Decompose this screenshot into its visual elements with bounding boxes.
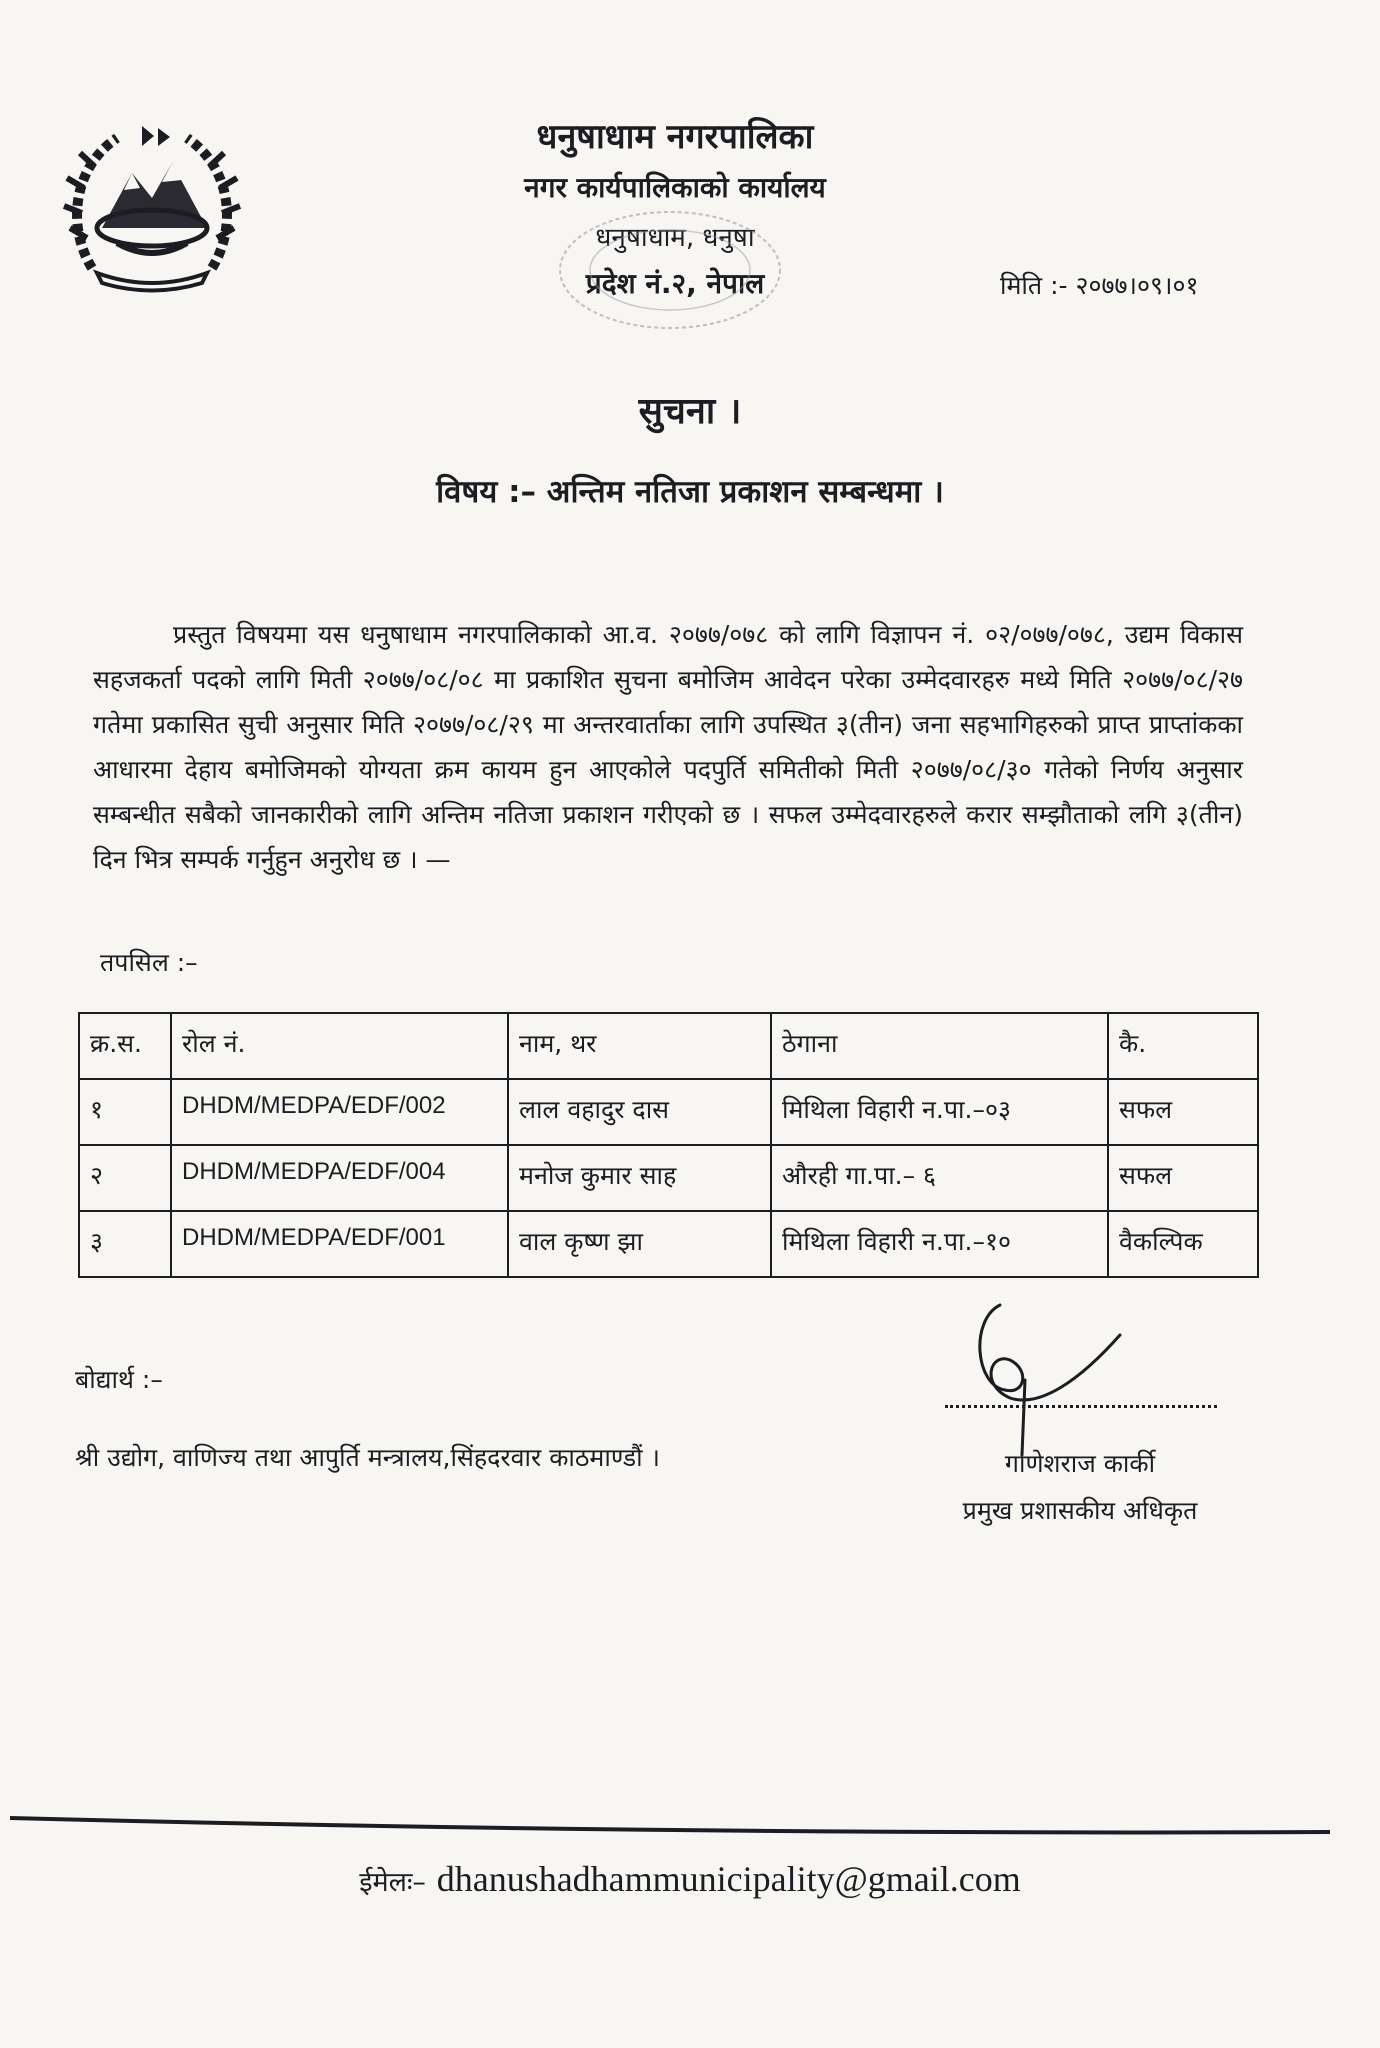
footer-email bbox=[0, 1858, 1380, 1900]
email-address: dhanushadhammunicipality@gmail.com bbox=[436, 1859, 1021, 1899]
cell-roll-no: DHDM/MEDPA/EDF/004 bbox=[171, 1145, 508, 1211]
cell-sn: ३ bbox=[79, 1211, 171, 1277]
notice-body: प्रस्तुत विषयमा यस धनुषाधाम नगरपालिकाको आ.व. २०७७/०७८ को लागि विज्ञापन नं. ०२/०७७/०७८, उद्यम विकास सहजकर्ता पदको लागि मिती २०७७/०८/०८ मा प्रकाशित सुचना बमोजिम आवेदन परेका उम्मेदवारहरु मध्ये मिति २०७७/०८/२७ गतेमा प्रकासित सुची अनुसार मिति २०७७/०८/२९ मा अन्तरवार्ताका लागि उपस्थित ३(तीन) जना सहभागिहरुको प्राप्त प्राप्तांकका आधारमा देहाय बमोजिमको योग्यता क्रम कायम हुन आएकोले पदपुर्ति समितीको मिती २०७७/०८/३० गतेको निर्णय अनुसार सम्बन्धीत सबैको जानकारीको लागि अन्तिम नतिजा प्रकाशन गरीएको छ । सफल उम्मेदवारहरुले करार सम्झौताको लगि ३(तीन) दिन भित्र सम्पर्क गर्नुहुन अनुरोध छ । — bbox=[93, 620, 1243, 874]
email-label: ईमेलः– bbox=[359, 1867, 426, 1898]
cell-name: वाल कृष्ण झा bbox=[508, 1211, 771, 1277]
office-province: प्रदेश नं.२, नेपाल bbox=[585, 267, 765, 300]
handwritten-signature bbox=[930, 1290, 1170, 1460]
results-table bbox=[78, 1012, 1259, 1278]
header-remarks: कै. bbox=[1108, 1013, 1258, 1079]
signature-line bbox=[945, 1405, 1217, 1408]
header-name: नाम, थर bbox=[508, 1013, 771, 1079]
cc-label: बोद्यार्थ :– bbox=[75, 1365, 163, 1394]
cell-sn: २ bbox=[79, 1145, 171, 1211]
footer-divider bbox=[10, 1810, 1330, 1840]
cell-remarks: वैकल्पिक bbox=[1108, 1211, 1258, 1277]
cell-address: औरही गा.पा.– ६ bbox=[771, 1145, 1108, 1211]
header-sn: क्र.स. bbox=[79, 1013, 171, 1079]
signatory-title: प्रमुख प्रशासकीय अधिकृत bbox=[962, 1496, 1198, 1525]
table-row bbox=[79, 1079, 1258, 1145]
office-seal-stamp bbox=[540, 200, 800, 340]
cell-remarks: सफल bbox=[1108, 1079, 1258, 1145]
table-header-row bbox=[79, 1013, 1258, 1079]
cell-sn: १ bbox=[79, 1079, 171, 1145]
cell-remarks: सफल bbox=[1108, 1145, 1258, 1211]
office-name: नगर कार्यपालिकाको कार्यालय bbox=[524, 171, 826, 204]
table-intro: तपसिल :– bbox=[100, 948, 198, 977]
office-location: धनुषाधाम, धनुषा bbox=[595, 223, 755, 253]
nepal-emblem-logo bbox=[62, 118, 242, 293]
signatory-name: गाणेशराज कार्की bbox=[1004, 1449, 1156, 1478]
cc-recipient: श्री उद्योग, वाणिज्य तथा आपुर्ति मन्त्रालय,सिंहदरवार काठमाण्डौं । bbox=[75, 1443, 660, 1472]
notice-title: सुचना । bbox=[638, 391, 742, 432]
municipality-name: धनुषाधाम नगरपालिका bbox=[536, 117, 814, 157]
header-address: ठेगाना bbox=[771, 1013, 1108, 1079]
header-roll-no: रोल नं. bbox=[171, 1013, 508, 1079]
table-row bbox=[79, 1145, 1258, 1211]
cell-address: मिथिला विहारी न.पा.–०३ bbox=[771, 1079, 1108, 1145]
cell-roll-no: DHDM/MEDPA/EDF/001 bbox=[171, 1211, 508, 1277]
cell-address: मिथिला विहारी न.पा.–१० bbox=[771, 1211, 1108, 1277]
cell-name: मनोज कुमार साह bbox=[508, 1145, 771, 1211]
cell-name: लाल वहादुर दास bbox=[508, 1079, 771, 1145]
notice-date: मिति :- २०७७।०९।०१ bbox=[1000, 271, 1199, 300]
cell-roll-no: DHDM/MEDPA/EDF/002 bbox=[171, 1079, 508, 1145]
table-row bbox=[79, 1211, 1258, 1277]
notice-subject: विषय :– अन्तिम नतिजा प्रकाशन सम्बन्धमा । bbox=[436, 474, 944, 510]
